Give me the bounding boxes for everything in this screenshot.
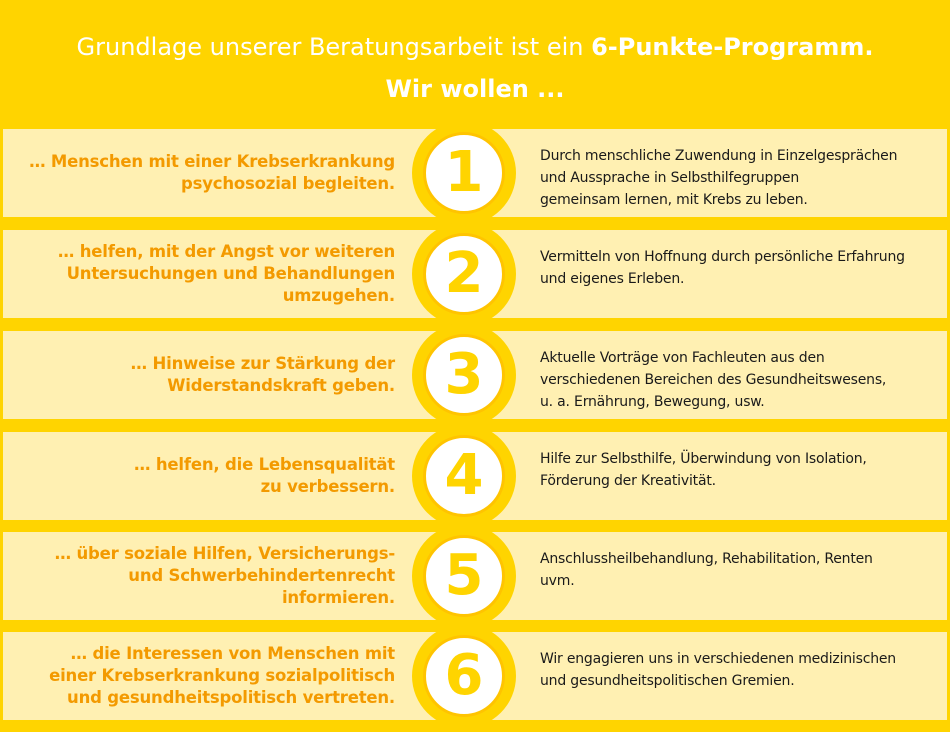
number-3: 3 (444, 342, 484, 407)
header-title-bold: 6-Punkte-Programm. (591, 33, 874, 61)
description-text-2: Vermitteln von Hoffnung durch persönliche Erfahrung und eigenes Erleben. (540, 249, 905, 287)
number-badge-1 (412, 121, 516, 225)
goal-text-1: … Menschen mit einer Krebserkrankung psychosozial begleiten. (29, 152, 395, 193)
number-circle-1 (423, 132, 505, 214)
goal-text-6: … die Interessen von Menschen mit einer Krebserkrankung sozialpolitisch und gesundheitspolitisch vertreten. (49, 644, 395, 707)
number-badge-3 (412, 323, 516, 427)
description-text-3: Aktuelle Vorträge von Fachleuten aus den verschiedenen Bereichen des Gesundheitswesens, u. a. Ernährung, Bewegung, usw. (540, 350, 887, 410)
number-badge-5 (412, 524, 516, 628)
number-badge-6 (412, 624, 516, 728)
number-6: 6 (444, 643, 484, 708)
number-1: 1 (444, 140, 484, 205)
header-title (0, 30, 950, 64)
header-subtitle: Wir wollen ... (385, 75, 565, 103)
number-4: 4 (444, 443, 484, 508)
goal-text-2: … helfen, mit der Angst vor weiteren Untersuchungen und Behandlungen umzugehen. (57, 242, 395, 305)
number-badge-4 (412, 424, 516, 528)
number-2: 2 (444, 241, 484, 306)
description-text-6: Wir engagieren uns in verschiedenen medizinischen und gesundheitspolitischen Gremien. (540, 651, 896, 689)
number-badge-2 (412, 222, 516, 326)
goal-text-3: … Hinweise zur Stärkung der Widerstandskraft geben. (130, 354, 395, 395)
goal-text-4: … helfen, die Lebensqualität zu verbessern. (134, 455, 395, 496)
description-text-1: Durch menschliche Zuwendung in Einzelgesprächen und Aussprache in Selbsthilfegruppen gemeinsam lernen, mit Krebs zu leben. (540, 148, 898, 208)
number-circle-5 (423, 535, 505, 617)
number-5: 5 (444, 543, 484, 608)
goal-text-5: … über soziale Hilfen, Versicherungs- und Schwerbehindertenrecht informieren. (54, 544, 395, 607)
header-title-prefix: Grundlage unserer Beratungsarbeit ist ein (76, 33, 592, 61)
number-circle-2 (423, 233, 505, 315)
number-circle-3 (423, 334, 505, 416)
number-circle-4 (423, 435, 505, 517)
description-text-4: Hilfe zur Selbsthilfe, Überwindung von Isolation, Förderung der Kreativität. (540, 451, 867, 489)
description-text-5: Anschlussheilbehandlung, Rehabilitation, Renten uvm. (540, 551, 873, 589)
header (0, 0, 950, 120)
number-circle-6 (423, 635, 505, 717)
